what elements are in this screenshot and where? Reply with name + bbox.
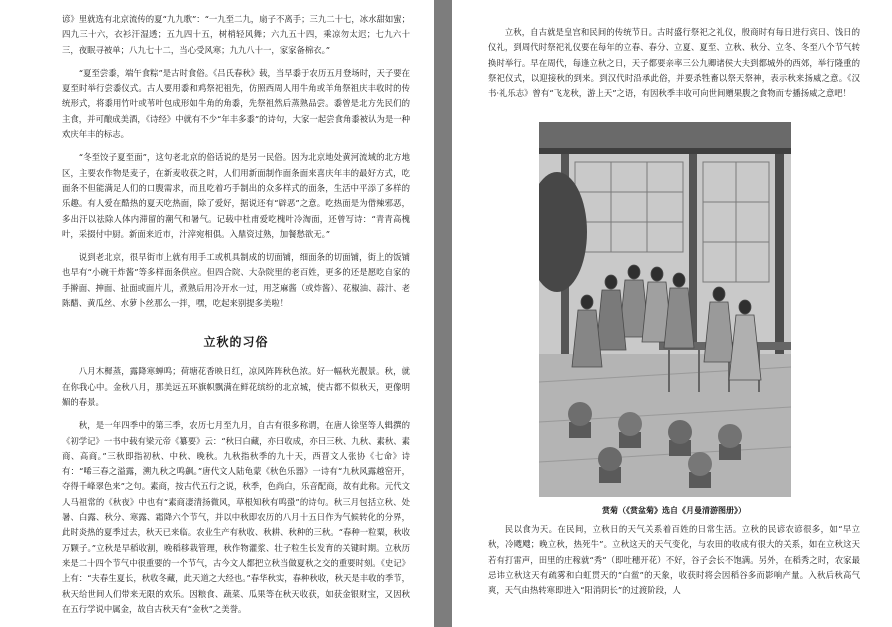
- paragraph: 说到老北京，很早街市上就有用手工或机具制成的切面铺，细面条的切面铺，街上的饭铺也早有“小碗干炸酱”等多样面条供应。但四合院、大杂院里的老百姓，更多的还是愿吃自家的手擀面、抻面、扯面或面片儿，煮熟后用冷开水一过，用芝麻酱（或炸酱）、花椒油、蒜汁、老陈醋、黄瓜丝、水萝卜丝那么一拌，嘿，吃起来别提多美啦！: [62, 252, 410, 309]
- paragraph: 谚》里就选有北京流传的夏“九九歌”：“一九至二九，扇子不离手；三九二十七，冰水甜如蜜；四九三十六，衣衫汗湿透；五九四十五，树梢轻风舞；六九五十四，乘凉勿太迟；七九六十三，夜眠寻被单；八九七十二，当心受风寒；九九八十一，家家备棉衣。”: [62, 14, 410, 55]
- right-text-column: [488, 25, 860, 109]
- painting-illustration: [539, 122, 791, 497]
- right-page: [452, 0, 892, 627]
- left-page: [0, 0, 434, 627]
- paragraph: 民以食为天。在民间，立秋日的天气关系着百姓的日常生活。立秋的民谚农谚很多，如“早立秋，冷飕飕；晚立秋，热死牛”。立秋这天的天气变化，与农田的收成有很大的关系，如在立秋这天若有打雷声，田里的庄稼就“秀”（即吐穗开花）不好，谷子会长不饱满。另外，在稻秀之时，农家最忌讳立秋这天有疏雾和白虹贯天的“白鲎”的天象，收获时将会因稻谷多而影响产量。入秋后秋高气爽，天气由热转寒即进入“阳消阴长”的过渡阶段，人: [488, 524, 860, 596]
- figure-caption: 赏菊（《赏盆菊》选自《月曼清游图册》）: [602, 505, 746, 515]
- paragraph: 八月木樨蒸，露降寒蝉鸣；荷塘花香映日红，凉风阵阵秋色浓。好一幅秋光靓景。秋，就在你我心中。金秋八月，那美远五环旗帜飘满在鲜花缤纷的北京城，使古都不似秋天，更像明媚的春景。: [62, 366, 410, 407]
- paragraph: 立秋，自古就是皇宫和民间的传统节日。古时盛行祭祀之礼仪，殷商时有每日进行宾日、饯日的仪礼，到周代时祭祀礼仪要在每年的立春、春分、立夏、夏至、立秋、秋分、立冬、冬至八个节气转换时举行。早在周代，每逢立秋之日，天子都要亲率三公九卿诸侯大夫到都城外的西郊，举行隆重的祭祀仪式，以迎接秋的到来。到汉代时沿承此俗，并要杀牲畜以祭天祭神，表示秋来扬威之意。《汉书·礼乐志》曾有“飞龙秋，游上天”之语，有因秋季丰收可向世间赠果腹之食物而专播扬威之意吧！: [488, 27, 860, 99]
- paragraph: 秋，是一年四季中的第三季，农历七月至九月，自古有很多称谓，在唐人徐坚等人辑撰的《初学记》一书中载有梁元帝《纂要》云：“秋曰白藏，亦曰收成，亦曰三秋、九秋、素秋、素商、高商。”三秋即指初秋、中秋、晚秋。九秋指秋季的九十天，西晋文人张协《七命》诗有：“唏三春之溢露，溯九秋之鸣飙。”唐代文人陆龟蒙《秋色乐器》一诗有“九秋风露越窑开，夺得千峰翠色来”之句。素商，按古代五行之说，秋季，色尚白，乐音配商，故有此称。元代文人马祖常的《秋夜》中也有“素商凄清扬微风，草根知秋有鸣蛩”的诗句。秋三月包括立秋、处暑、白露、秋分、寒露、霜降六个节气，并以中秋即农历的八月十五日作为气候转化的分界，此时炎热的夏季过去，秋天已来临。农业生产有秋收、秋耕、秋种的三秋。“春种一粒粟，秋收万颗子。”立秋是早稻收割，晚稻移栽管理，秋作物灌浆、壮子粒生长发育的关键时期。立秋历来是二十四个节气中很重要的一个节气，古今文人都把立秋当做夏秋之交的重要时刻。《史记》上有：“夫春生夏长，秋收冬藏，此天道之大经也。”春华秋实，春种秋收，秋天是丰收的季节，秋天给世间人们带来无限的欢乐。因粮食、蔬菜、瓜果等在秋天收获，如获金银财宝，又因秋在五行学说中属金，故自古秋天有“金秋”之美誉。: [62, 420, 410, 614]
- right-lower-text: [488, 522, 860, 606]
- left-text-column: [62, 12, 410, 625]
- painting-image: [539, 122, 791, 497]
- paragraph: “夏至尝黍，端午食粽”是古时食俗。《吕氏春秋》载，当早黍于农历五月登场时，天子要在夏至时举行尝黍仪式。古人要用黍和鸡祭祀祖先，仿照西周人用牛角或羊角祭祖庆丰收时的传统形式，将黍用竹叶或苇叶包成形如牛角的角黍，先祭祖然后蒸熟品尝。黍曾是北方先民们的主食，并可酿成美酒，《诗经》中就有不少“年丰多黍”的诗句，大家一起尝食角黍被认为是一种欢庆年丰的标志。: [62, 67, 410, 140]
- paragraph: “冬至饺子夏至面”，这句老北京的俗话说的是另一民俗。因为北京地处黄河流域的北方地区，主要农作物是麦子，在新麦收获之时，人们用新面制作面条面来喜庆年丰的最好方式，吃面条不但能满足人们的口腹需求，而且吃着巧手制出的众多样式的面条，生活中平添了多样的乐趣。有人爱在酷热的夏天吃热面，除了爱好，据说还有“辟恶”之意。吃热面是为借辣邪恶，多出汗以祛除人体内滞留的潮气和暑气。记载中杜甫爱吃槐叶冷淘面，还曾写诗：“青青高槐叶，采掇付中厨。新面来近市，汁滓宛相俱。入鼎资过熟，加餐愁欲无。”: [62, 152, 410, 239]
- section-heading: 立秋的习俗: [203, 335, 269, 350]
